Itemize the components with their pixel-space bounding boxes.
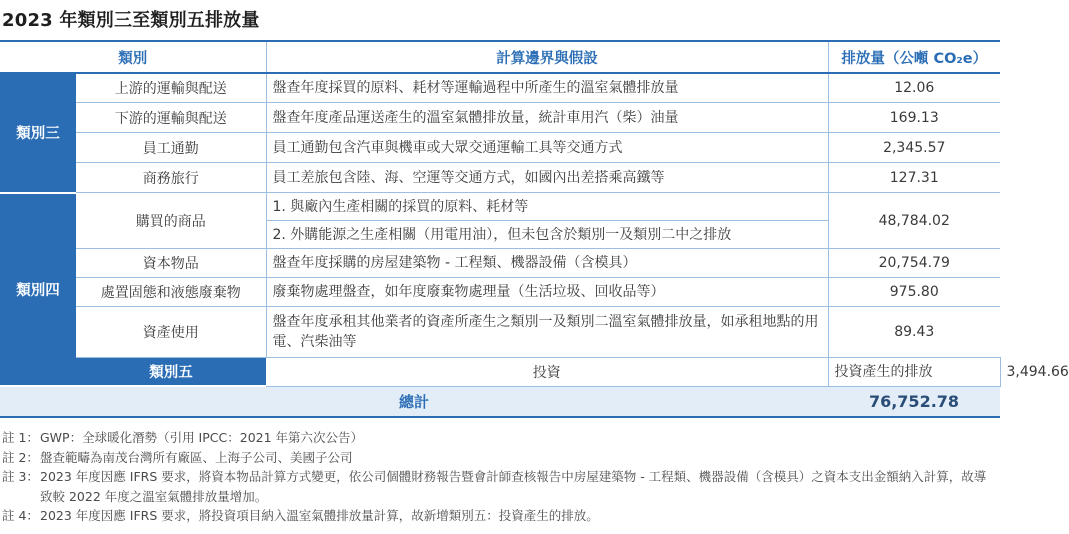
footnote [2, 467, 998, 506]
row-desc: 2. 外購能源之生產相關（用電用油），但未包含於類別一及類別二中之排放 [266, 221, 828, 249]
table-row: 類別五 投資 投資產生的排放 3,494.66 [0, 358, 1000, 387]
row-item: 下游的運輸與配送 [76, 103, 266, 133]
row-value: 127.31 [828, 163, 1000, 193]
header-category: 類別 [0, 41, 266, 73]
row-value: 2,345.57 [828, 133, 1000, 163]
footnote [2, 448, 998, 468]
total-label: 總計 [0, 386, 828, 417]
category-4-label: 類別四 [0, 193, 76, 387]
table-row [0, 103, 1000, 133]
table-header-row [0, 41, 1000, 73]
table-row [0, 133, 1000, 163]
row-item: 員工通勤 [76, 133, 266, 163]
footnote-label: 註 2： [2, 449, 39, 465]
row-desc: 員工通勤包含汽車與機車或大眾交通運輸工具等交通方式 [266, 133, 828, 163]
row-item: 資產使用 [76, 307, 266, 358]
header-emission: 排放量（公噸 CO₂e） [828, 41, 1000, 73]
row-item: 處置固態和液態廢棄物 [76, 278, 266, 307]
row-desc: 盤查年度採購的房屋建築物 - 工程類、機器設備（含模具） [266, 249, 828, 278]
row-desc: 員工差旅包含陸、海、空運等交通方式，如國內出差搭乘高鐵等 [266, 163, 828, 193]
table-row [0, 249, 1000, 278]
footnote-text: 盤查範疇為南茂台灣所有廠區、上海子公司、美國子公司 [40, 449, 353, 465]
row-value: 169.13 [828, 103, 1000, 133]
table-row [0, 278, 1000, 307]
category-5-label: 類別五 [76, 358, 266, 387]
footnote-label: 註 3： [2, 469, 39, 484]
footnote [2, 506, 998, 526]
table-row [0, 163, 1000, 193]
row-desc: 1. 與廠內生產相關的採買的原料、耗材等 [266, 193, 828, 221]
row-desc: 盤查年度採買的原料、耗材等運輸過程中所產生的溫室氣體排放量 [266, 73, 828, 103]
row-item: 購買的商品 [76, 193, 266, 249]
table-row [0, 193, 1000, 221]
row-item: 上游的運輸與配送 [76, 73, 266, 103]
row-value: 12.06 [828, 73, 1000, 103]
total-row [0, 386, 1000, 417]
footnotes [2, 428, 998, 526]
row-value: 975.80 [828, 278, 1000, 307]
footnote [2, 428, 998, 448]
table-row [0, 307, 1000, 358]
row-desc: 盤查年度產品運送產生的溫室氣體排放量，統計車用汽（柴）油量 [266, 103, 828, 133]
row-item: 資本物品 [76, 249, 266, 278]
row-desc: 盤查年度承租其他業者的資產所產生之類別一及類別二溫室氣體排放量，如承租地點的用電、汽柴油等 [266, 307, 828, 358]
row-value: 89.43 [828, 307, 1000, 358]
row-item: 商務旅行 [76, 163, 266, 193]
header-boundary: 計算邊界與假設 [266, 41, 828, 73]
footnote-label: 註 4： [2, 508, 39, 523]
row-value: 48,784.02 [828, 193, 1000, 249]
total-value: 76,752.78 [828, 386, 1000, 417]
row-desc: 投資產生的排放 [828, 358, 1000, 387]
table-row [0, 73, 1000, 103]
emissions-table [0, 40, 1069, 418]
row-value: 20,754.79 [828, 249, 1000, 278]
footnote-text: 2023 年度因應 IFRS 要求，將投資項目納入溫室氣體排放量計算，故新增類別五：投資產生的排放。 [40, 508, 599, 523]
row-item: 投資 [266, 358, 828, 387]
footnote-text: GWP：全球暖化潛勢（引用 IPCC：2021 年第六次公告） [40, 430, 364, 445]
category-3-label: 類別三 [0, 73, 76, 193]
footnote-text: 2023 年度因應 IFRS 要求，將資本物品計算方式變更，依公司個體財務報告暨會計師查核報告中房屋建築物 - 工程類、機器設備（含模具）之資本支出金額納入計算，故導致較 2022 年度之溫室氣體排放量增加。 [40, 469, 987, 504]
footnote-label: 註 1： [2, 430, 39, 445]
page-title: 2023 年類別三至類別五排放量 [2, 10, 260, 31]
row-desc: 廢棄物處理盤查，如年度廢棄物處理量（生活垃圾、回收品等） [266, 278, 828, 307]
